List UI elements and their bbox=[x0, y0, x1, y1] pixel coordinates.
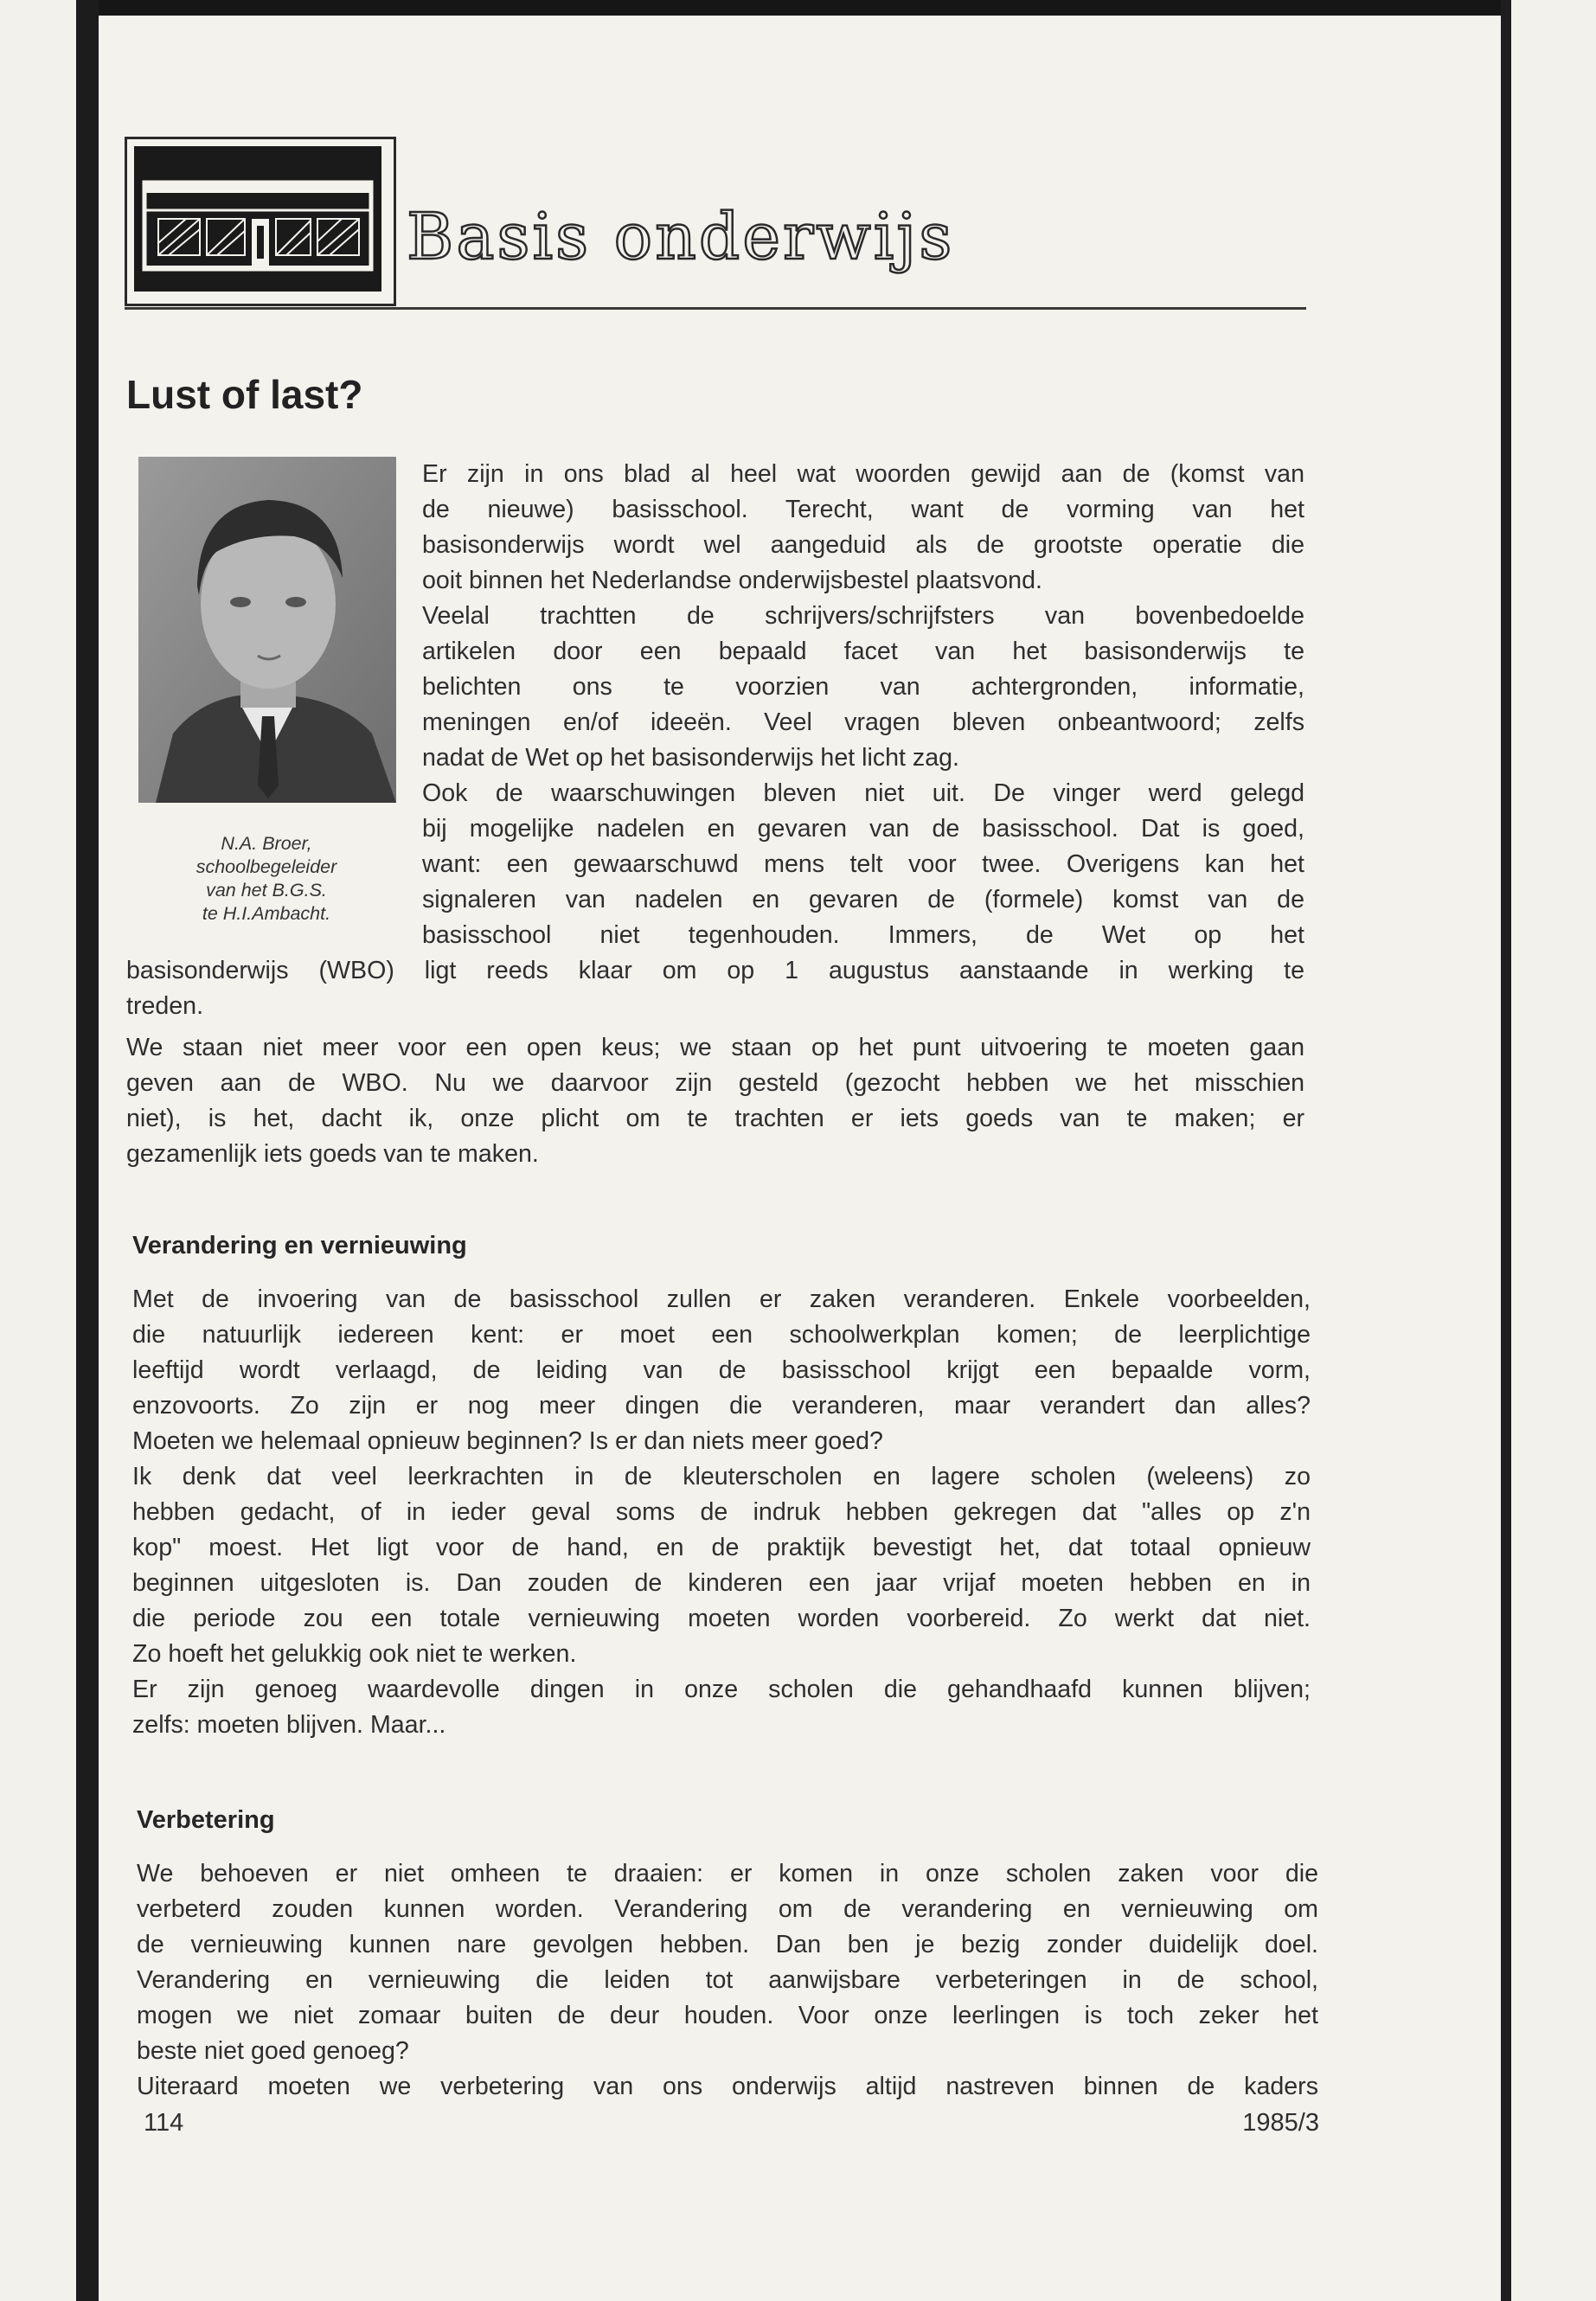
body-line: geven aan de WBO. Nu we daarvoor zijn gesteld (gezocht hebben we het misschien bbox=[126, 1069, 1304, 1097]
school-building-icon bbox=[134, 146, 381, 292]
caption-line: N.A. Broer, bbox=[221, 833, 312, 854]
body-line: want: een gewaarschuwd mens telt voor twee. Overigens kan het bbox=[422, 850, 1304, 878]
body-line: die periode zou een totale vernieuwing moeten worden voorbereid. Zo werkt dat niet. bbox=[132, 1605, 1311, 1632]
body-line: Zo hoeft het gelukkig ook niet te werken. bbox=[132, 1640, 577, 1668]
article-title: Lust of last? bbox=[126, 372, 363, 417]
body-line: Verandering en vernieuwing die leiden tot aanwijsbare verbeteringen in de school, bbox=[137, 1966, 1318, 1994]
section-heading: Verandering en vernieuwing bbox=[132, 1232, 467, 1259]
body-line: hebben gedacht, of in ieder geval soms de indruk hebben gekregen dat "alles op z'n bbox=[132, 1498, 1311, 1526]
body-line: We staan niet meer voor een open keus; we staan op het punt uitvoering te moeten gaan bbox=[126, 1034, 1304, 1061]
body-line: basisschool niet tegenhouden. Immers, de Wet op het bbox=[422, 921, 1304, 949]
body-line: zelfs: moeten blijven. Maar... bbox=[132, 1711, 446, 1739]
header-divider bbox=[125, 307, 1306, 310]
body-line: Moeten we helemaal opnieuw beginnen? Is er dan niets meer goed? bbox=[132, 1427, 883, 1455]
body-line: gezamenlijk iets goeds van te maken. bbox=[126, 1140, 539, 1168]
caption-line: te H.I.Ambacht. bbox=[202, 903, 331, 924]
body-line: meningen en/of ideeën. Veel vragen bleven onbeantwoord; zelfs bbox=[422, 708, 1304, 736]
body-line: nadat de Wet op het basisonderwijs het licht zag. bbox=[422, 744, 959, 772]
caption-line: van het B.G.S. bbox=[206, 880, 327, 901]
page-number: 114 bbox=[144, 2109, 184, 2137]
body-line: Ik denk dat veel leerkrachten in de kleuterscholen en lagere scholen (weleens) zo bbox=[132, 1463, 1311, 1490]
scan-border-left bbox=[76, 0, 99, 2301]
portrait-icon bbox=[138, 457, 396, 803]
body-line: mogen we niet zomaar buiten de deur houden. Voor onze leerlingen is toch zeker het bbox=[137, 2002, 1318, 2029]
body-line: de vernieuwing kunnen nare gevolgen hebben. Dan ben je bezig zonder duidelijk doel. bbox=[137, 1931, 1318, 1958]
body-line: Er zijn in ons blad al heel wat woorden gewijd aan de (komst van bbox=[422, 460, 1304, 488]
body-line: leeftijd wordt verlaagd, de leiding van de basisschool krijgt een bepaalde vorm, bbox=[132, 1356, 1311, 1384]
body-line: belichten ons te voorzien van achtergronden, informatie, bbox=[422, 673, 1304, 701]
body-line: basisonderwijs (WBO) ligt reeds klaar om op 1 augustus aanstaande in werking te bbox=[126, 957, 1304, 984]
section-heading: Verbetering bbox=[137, 1806, 275, 1834]
school-building-logo bbox=[125, 137, 396, 306]
scan-border-top bbox=[76, 0, 1509, 16]
body-line: die natuurlijk iedereen kent: er moet een schoolwerkplan komen; de leerplichtige bbox=[132, 1321, 1311, 1349]
logo-background bbox=[134, 146, 381, 292]
author-photo bbox=[138, 457, 396, 803]
body-line: signaleren van nadelen en gevaren de (formele) komst van de bbox=[422, 886, 1304, 913]
body-line: We behoeven er niet omheen te draaien: er komen in onze scholen zaken voor die bbox=[137, 1860, 1318, 1888]
body-line: artikelen door een bepaald facet van het basisonderwijs te bbox=[422, 638, 1304, 665]
body-line: treden. bbox=[126, 992, 204, 1020]
photo-caption bbox=[128, 832, 405, 926]
section-title: Basis onderwijs bbox=[407, 200, 955, 274]
issue-number: 1985/3 bbox=[1242, 2109, 1319, 2137]
body-line: kop" moest. Het ligt voor de hand, en de praktijk bevestigt het, dat totaal opnieuw bbox=[132, 1534, 1311, 1561]
body-line: beginnen uitgesloten is. Dan zouden de kinderen een jaar vrijaf moeten hebben en in bbox=[132, 1569, 1311, 1597]
body-line: basisonderwijs wordt wel aangeduid als de grootste operatie die bbox=[422, 531, 1304, 559]
body-line: ooit binnen het Nederlandse onderwijsbestel plaatsvond. bbox=[422, 567, 1042, 594]
body-line: niet), is het, dacht ik, onze plicht om te trachten er iets goeds van te maken; er bbox=[126, 1105, 1304, 1132]
body-line: beste niet goed genoeg? bbox=[137, 2037, 409, 2065]
caption-line: schoolbegeleider bbox=[195, 856, 337, 877]
body-line: Veelal trachtten de schrijvers/schrijfsters van bovenbedoelde bbox=[422, 602, 1304, 630]
body-line: verbeterd zouden kunnen worden. Verandering om de verandering en vernieuwing om bbox=[137, 1895, 1318, 1923]
body-line: de nieuwe) basisschool. Terecht, want de vorming van het bbox=[422, 496, 1304, 523]
body-line: Uiteraard moeten we verbetering van ons onderwijs altijd nastreven binnen de kaders bbox=[137, 2073, 1318, 2100]
scan-border-right bbox=[1501, 0, 1511, 2301]
body-line: Ook de waarschuwingen bleven niet uit. De vinger werd gelegd bbox=[422, 779, 1304, 807]
body-line: bij mogelijke nadelen en gevaren van de basisschool. Dat is goed, bbox=[422, 815, 1304, 843]
body-line: Er zijn genoeg waardevolle dingen in onze scholen die gehandhaafd kunnen blijven; bbox=[132, 1676, 1311, 1703]
body-line: Met de invoering van de basisschool zullen er zaken veranderen. Enkele voorbeelden, bbox=[132, 1285, 1311, 1313]
body-line: enzovoorts. Zo zijn er nog meer dingen die veranderen, maar verandert dan alles? bbox=[132, 1392, 1311, 1420]
